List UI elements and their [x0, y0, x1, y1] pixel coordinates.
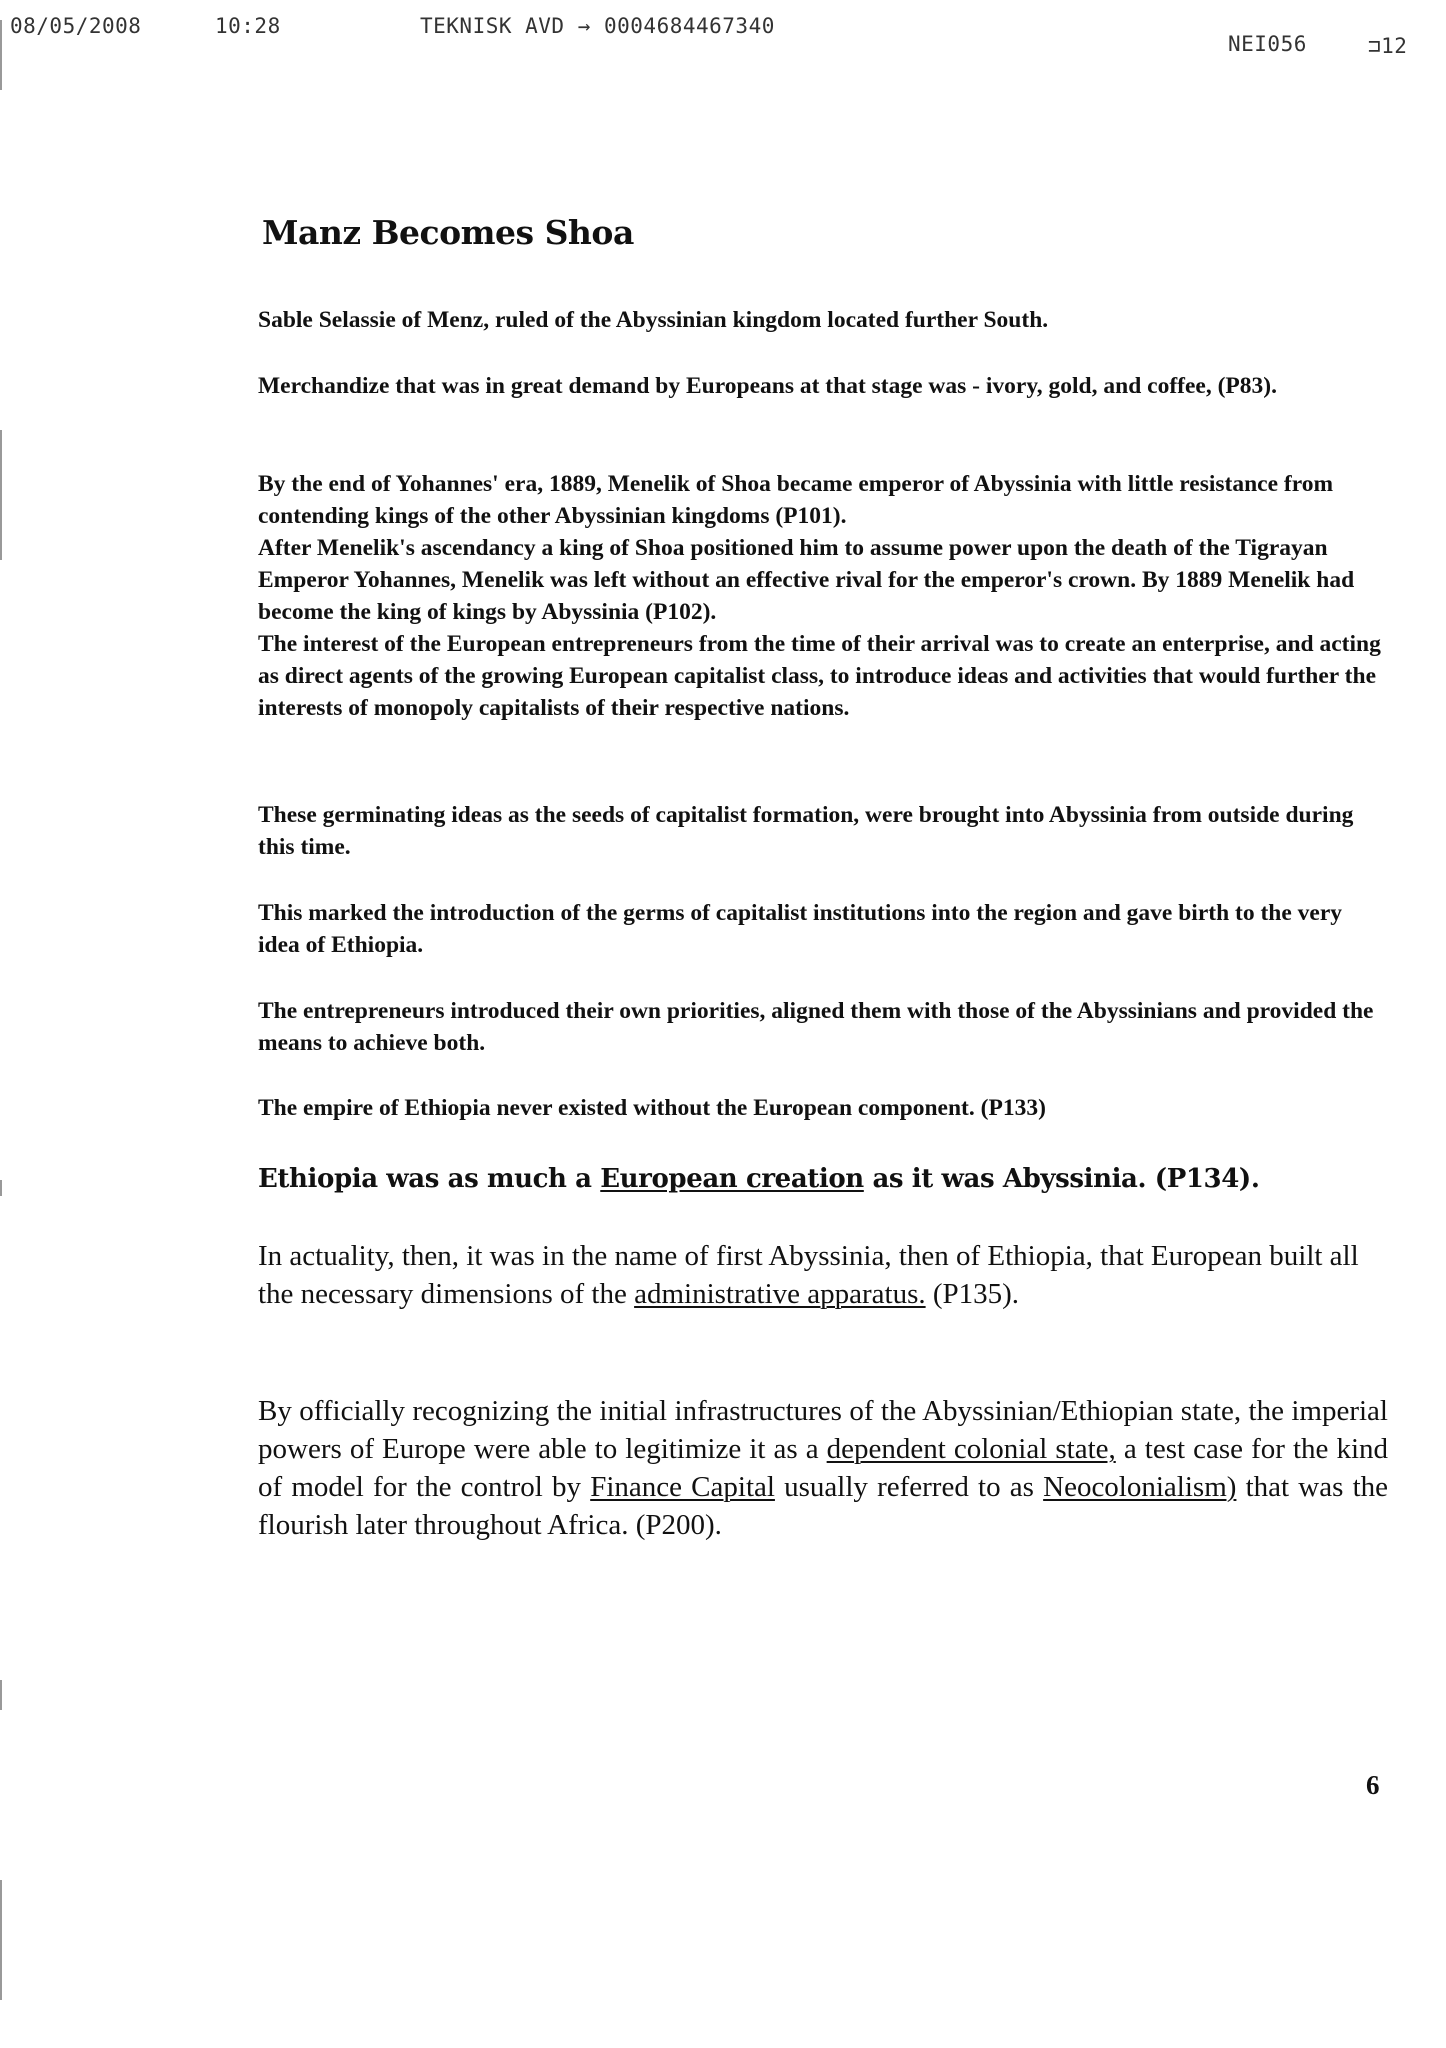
fax-header: [0, 8, 1446, 68]
officially-part-4: that was the flourish later throughout Africa. (P200).: [258, 1471, 1389, 1541]
scan-edge-mark: [0, 430, 2, 560]
neocolonialism-link[interactable]: Neocolonialism): [1043, 1471, 1237, 1503]
emphasis-before: Ethiopia was as much a: [258, 1164, 601, 1194]
actuality-after: (P135).: [925, 1278, 1020, 1310]
paragraph-germinating-ideas: These germinating ideas as the seeds of capitalist formation, were brought into Abyssinia from outside during this time.: [258, 802, 1354, 860]
fax-time: 10:28: [215, 14, 281, 38]
page-number: 6: [1366, 1770, 1380, 1800]
fax-code: NEI056: [1228, 32, 1307, 56]
paragraph-germs-institutions: This marked the introduction of the germs of capitalist institutions into the region and gave birth to the very idea of Ethiopia.: [258, 900, 1343, 958]
paragraph-yohannes: By the end of Yohannes' era, 1889, Menelik of Shoa became emperor of Abyssinia with little resistance from contending kings of the other Abyssinian kingdoms (P101).: [258, 471, 1334, 529]
officially-part-3: usually referred to as: [774, 1471, 1044, 1503]
finance-capital-link[interactable]: Finance Capital: [590, 1471, 775, 1503]
emphasis-underlined: European creation: [600, 1164, 864, 1194]
officially-part-1: By officially recognizing the initial infrastructures of the Abyssinian/Ethiopian state, the imperial powers of Europe were able to legitimize it as a: [258, 1395, 1388, 1465]
paragraph-merchandize: Merchandize that was in great demand by Europeans at that stage was - ivory, gold, and coffee, (P83).: [258, 373, 1277, 399]
administrative-apparatus-text: administrative apparatus.: [634, 1278, 926, 1310]
paragraph-priorities: The entrepreneurs introduced their own priorities, aligned them with those of the Abyssinians and provided the means to achieve both.: [258, 998, 1374, 1056]
scan-edge-mark: [0, 1680, 2, 1710]
scan-edge-mark: [0, 20, 2, 90]
emphasis-paragraph: [258, 1161, 1388, 1197]
fax-page: ⊐12: [1368, 34, 1408, 58]
dependent-colonial-state-link[interactable]: dependent colonial state,: [826, 1433, 1116, 1465]
paragraph-menz: Sable Selassie of Menz, ruled of the Abyssinian kingdom located further South.: [258, 307, 1049, 333]
fax-destination: TEKNISK AVD → 0004684467340: [420, 14, 775, 38]
actuality-before: In actuality, then, it was in the name of first Abyssinia, then of Ethiopia, that European built all the necessary dimensions of the: [258, 1240, 1359, 1310]
officially-paragraph: [258, 1392, 1388, 1544]
paragraph-menelik: After Menelik's ascendancy a king of Shoa positioned him to assume power upon the death of the Tigrayan Emperor Yohannes, Menelik was left without an effective rival for the emperor's crown. By 1889 Menelik had become the king of kings by Abyssinia (P102).: [258, 535, 1355, 625]
scan-edge-mark: [0, 1180, 2, 1196]
actuality-paragraph: [258, 1237, 1388, 1313]
fax-date: 08/05/2008: [10, 14, 142, 38]
scan-edge-mark: [0, 1880, 2, 2000]
emphasis-after: as it was Abyssinia. (P134).: [863, 1164, 1260, 1194]
page-title: Manz Becomes Shoa: [262, 213, 634, 252]
paragraph-empire: The empire of Ethiopia never existed without the European component. (P133): [258, 1095, 1046, 1121]
officially-part-2: a test case for the kind of model for the control by: [258, 1433, 1389, 1503]
paragraph-entrepreneurs-interest: The interest of the European entrepreneurs from the time of their arrival was to create an enterprise, and acting as direct agents of the growing European capitalist class, to introduce ideas and activities that would further the interests of monopoly capitalists of their respective nations.: [258, 631, 1381, 721]
